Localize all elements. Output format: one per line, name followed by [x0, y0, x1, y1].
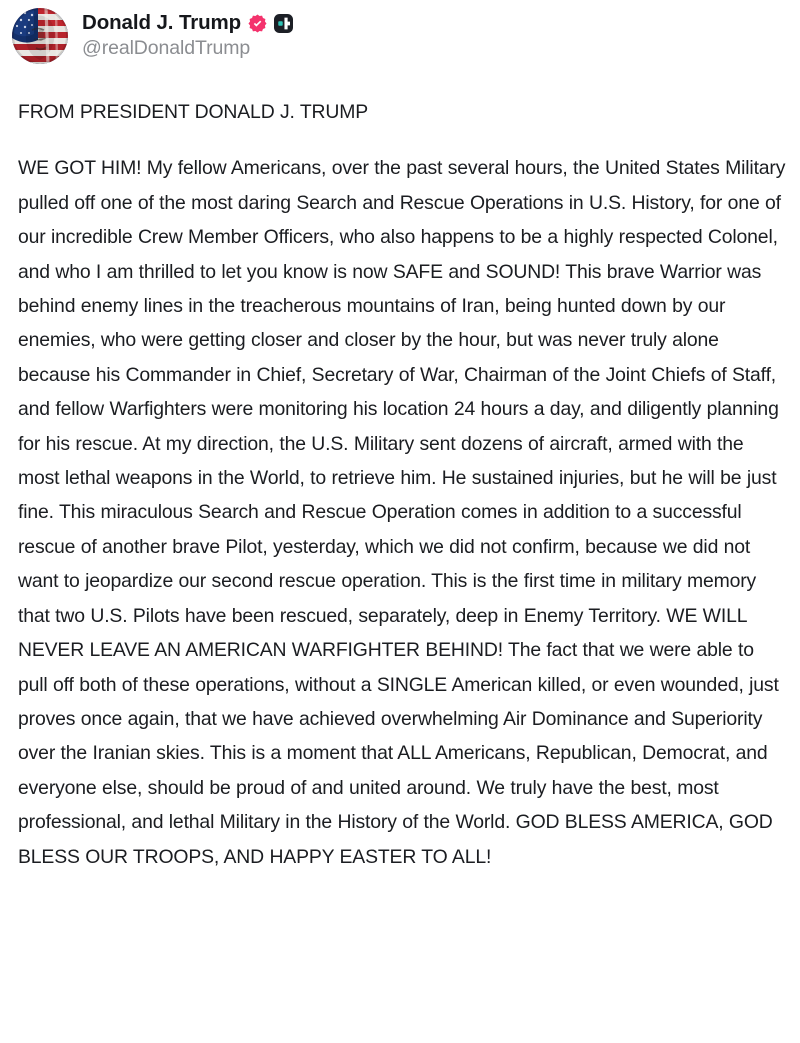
- avatar[interactable]: [12, 8, 68, 64]
- display-name[interactable]: Donald J. Trump: [82, 11, 242, 35]
- post-header: [0, 0, 800, 62]
- post-body: [0, 95, 800, 874]
- author-handle[interactable]: @realDonaldTrump: [82, 37, 251, 60]
- name-row: [82, 12, 293, 35]
- verified-icon[interactable]: [248, 14, 267, 33]
- post-heading: FROM PRESIDENT DONALD J. TRUMP: [18, 101, 369, 123]
- author-identity: [82, 12, 293, 60]
- plus-badge-icon[interactable]: [274, 14, 293, 33]
- post-text: WE GOT HIM! My fellow Americans, over the past several hours, the United States Military pulled off one of the most daring Search and Rescue Operations in U.S. History, for one of our incredible Crew Member Officers, who also happens to be a highly respected Colonel, and who I am thrilled to let you know is now SAFE and SOUND! This brave Warrior was behind enemy lines in the treacherous mountains of Iran, being hunted down by our enemies, who were getting closer and closer by the hour, but was never truly alone because his Commander in Chief, Secretary of War, Chairman of the Joint Chiefs of Staff, and fellow Warfighters were monitoring his location 24 hours a day, and diligently planning for his rescue. At my direction, the U.S. Military sent dozens of aircraft, armed with the most lethal weapons in the World, to retrieve him. He sustained injuries, but he will be just fine. This miraculous Search and Rescue Operation comes in addition to a successful rescue of another brave Pilot, yesterday, which we did not confirm, because we did not want to jeopardize our second rescue operation. This is the first time in military memory that two U.S. Pilots have been rescued, separately, deep in Enemy Territory. WE WILL NEVER LEAVE AN AMERICAN WARFIGHTER BEHIND! The fact that we were able to pull off both of these operations, without a SINGLE American killed, or even wounded, just proves once again, that we have achieved overwhelming Air Dominance and Superiority over the Iranian skies. This is a moment that ALL Americans, Republican, Democrat, and everyone else, should be proud of and united around. We truly have the best, most professional, and lethal Military in the History of the World. GOD BLESS AMERICA, GOD BLESS OUR TROOPS, AND HAPPY EASTER TO ALL!: [18, 157, 786, 868]
